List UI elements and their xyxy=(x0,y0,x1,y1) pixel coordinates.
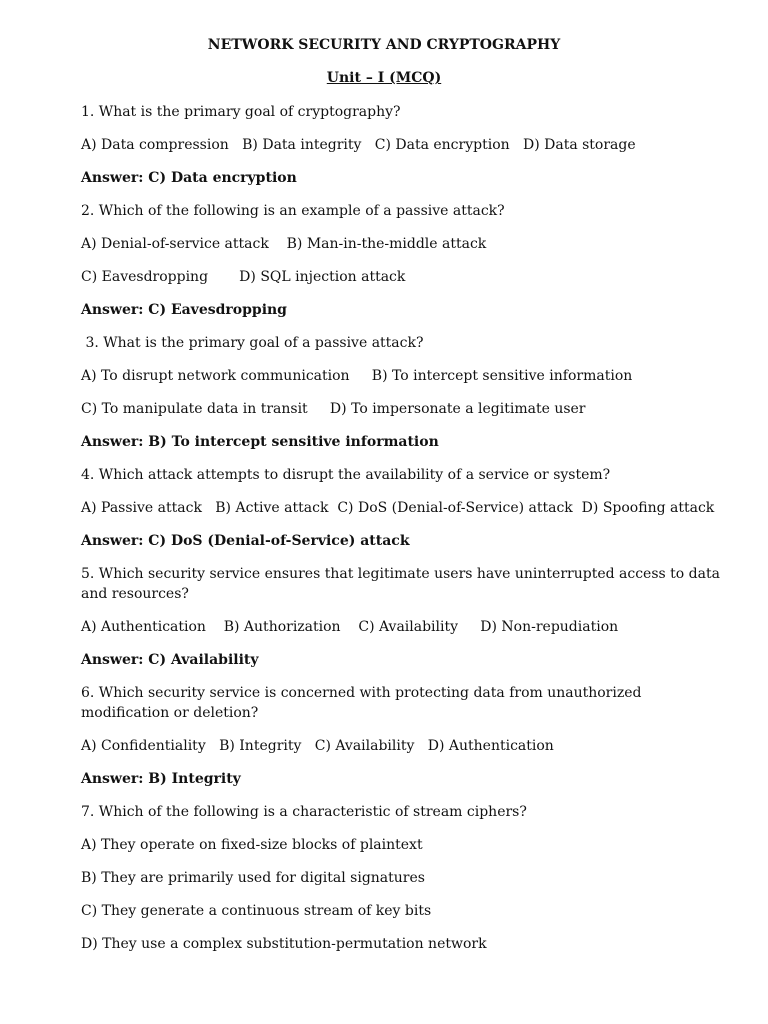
question-7-option-d: D) They use a complex substitution-permutation network xyxy=(81,936,487,952)
question-6: 6. Which security service is concerned with protecting data from unauthorized modification or deletion? xyxy=(81,685,642,721)
question-1-answer: Answer: C) Data encryption xyxy=(81,170,297,186)
question-7: 7. Which of the following is a characteristic of stream ciphers? xyxy=(81,804,527,820)
question-1: 1. What is the primary goal of cryptography? xyxy=(81,104,401,120)
question-2-options-ab: A) Denial-of-service attack B) Man-in-the-middle attack xyxy=(81,236,487,252)
question-7-option-a: A) They operate on fixed-size blocks of plaintext xyxy=(81,837,423,853)
question-5: 5. Which security service ensures that legitimate users have uninterrupted access to data and resources? xyxy=(81,566,720,602)
question-3-answer: Answer: B) To intercept sensitive information xyxy=(81,434,439,450)
question-5-answer: Answer: C) Availability xyxy=(81,652,259,668)
question-list xyxy=(81,102,721,967)
question-2-answer: Answer: C) Eavesdropping xyxy=(81,302,287,318)
question-1-options: A) Data compression B) Data integrity C) Data encryption D) Data storage xyxy=(81,137,636,153)
question-7-option-c: C) They generate a continuous stream of key bits xyxy=(81,903,432,919)
question-2: 2. Which of the following is an example of a passive attack? xyxy=(81,203,505,219)
question-5-options: A) Authentication B) Authorization C) Availability D) Non-repudiation xyxy=(81,619,619,635)
question-6-options: A) Confidentiality B) Integrity C) Availability D) Authentication xyxy=(81,738,554,754)
question-3-options-cd: C) To manipulate data in transit D) To impersonate a legitimate user xyxy=(81,401,586,417)
question-3: 3. What is the primary goal of a passive attack? xyxy=(81,335,424,351)
document-title: NETWORK SECURITY AND CRYPTOGRAPHY xyxy=(207,37,561,53)
question-4: 4. Which attack attempts to disrupt the availability of a service or system? xyxy=(81,467,611,483)
question-4-options: A) Passive attack B) Active attack C) DoS (Denial-of-Service) attack D) Spoofing attack xyxy=(81,500,715,516)
question-3-options-ab: A) To disrupt network communication B) To intercept sensitive information xyxy=(81,368,633,384)
question-7-option-b: B) They are primarily used for digital signatures xyxy=(81,870,425,886)
question-4-answer: Answer: C) DoS (Denial-of-Service) attack xyxy=(81,533,410,549)
question-2-options-cd: C) Eavesdropping D) SQL injection attack xyxy=(81,269,406,285)
question-6-answer: Answer: B) Integrity xyxy=(81,771,241,787)
unit-heading: Unit – I (MCQ) xyxy=(326,70,442,86)
